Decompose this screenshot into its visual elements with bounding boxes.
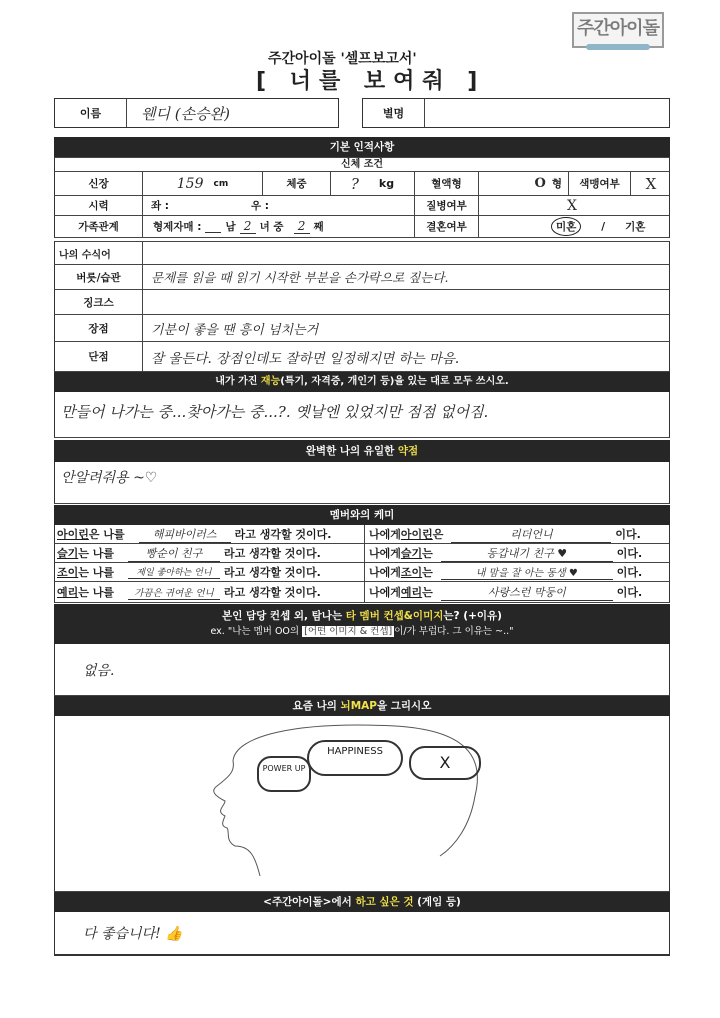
chem-text: 라고 생각할 것이다. bbox=[234, 528, 332, 541]
talent-answer: 만들어 나가는 중...찾아가는 중...?. 옛날엔 있었지만 점점 없어짐. bbox=[61, 402, 489, 421]
blank-line bbox=[205, 220, 221, 233]
other-concept-header bbox=[54, 604, 670, 644]
member-name: 슬기 bbox=[400, 547, 423, 560]
member-name: 예리 bbox=[57, 586, 79, 599]
talent-title-post: (특기, 자격증, 개인기 등)을 있는 대로 모두 쓰시오. bbox=[280, 376, 509, 387]
chem-text: 나에게 bbox=[369, 547, 401, 560]
color-blind-value[interactable]: X bbox=[645, 174, 657, 193]
nickname-label: 별명 bbox=[363, 99, 425, 127]
height-label: 신장 bbox=[55, 172, 143, 195]
weakness-answer: 안알려줘용 ~♡ bbox=[61, 470, 158, 486]
region-label: X bbox=[439, 753, 451, 772]
chemistry-right bbox=[369, 525, 669, 543]
trait-label: 단점 bbox=[55, 342, 143, 371]
other-concept-example bbox=[54, 624, 670, 640]
talent-title-pre: 내가 가진 bbox=[215, 376, 261, 387]
chem-answer[interactable]: 빵순이 친구 bbox=[128, 545, 220, 562]
disease-value[interactable]: X bbox=[567, 197, 577, 214]
blood-type-value: O bbox=[534, 176, 546, 191]
chemistry-header: 멤버와의 케미 bbox=[54, 505, 670, 525]
other-concept-title bbox=[54, 608, 670, 624]
chemistry-row bbox=[54, 544, 670, 563]
trait-value[interactable]: 잘 울든다. 장점인데도 잘하면 일정해지면 하는 마음. bbox=[151, 350, 460, 367]
chem-text: 라고 생각할 것이다. bbox=[223, 586, 321, 599]
wish-title-highlight: 하고 싶은 것 bbox=[355, 896, 414, 908]
family-field[interactable] bbox=[143, 216, 415, 237]
show-logo: 주간아이돌 bbox=[572, 12, 664, 48]
weakness-answer-box[interactable] bbox=[54, 462, 670, 504]
form-title: [ 너를 보여줘 ] bbox=[256, 69, 486, 94]
daughter-label: 녀 중 bbox=[259, 221, 284, 233]
son-label: 남 bbox=[225, 221, 236, 233]
weight-label: 체중 bbox=[263, 172, 331, 195]
chemistry-left bbox=[57, 582, 365, 602]
chem-text: 이다. bbox=[616, 547, 643, 560]
physical-subheader bbox=[54, 157, 670, 172]
chemistry-row bbox=[54, 525, 670, 544]
nickname-box bbox=[362, 98, 670, 128]
chem-answer[interactable]: 동갑내기 친구 ♥ bbox=[441, 545, 613, 562]
member-name: 조이 bbox=[57, 566, 79, 579]
disease-label: 질병여부 bbox=[415, 196, 479, 215]
member-name: 아이린 bbox=[400, 528, 433, 541]
chem-text: 나에게 bbox=[369, 586, 401, 599]
name-value[interactable]: 웬디 (손승완) bbox=[141, 104, 230, 123]
chemistry-row bbox=[54, 582, 670, 603]
eyesight-row bbox=[54, 196, 670, 216]
chemistry-right bbox=[369, 544, 669, 562]
oc-example-post: 이/가 부럽다. 그 이유는 ~.." bbox=[394, 626, 514, 637]
chemistry-right bbox=[369, 563, 669, 581]
chemistry-left bbox=[57, 525, 365, 543]
trait-row-weakness bbox=[54, 342, 670, 372]
other-concept-answer: 없음. bbox=[83, 662, 115, 679]
trait-row-modifier bbox=[54, 241, 670, 265]
talent-answer-box[interactable] bbox=[54, 392, 670, 438]
bm-title-post: 을 그리시오 bbox=[376, 700, 432, 712]
form-subtitle: 주간아이돌 '셀프보고서' bbox=[268, 51, 417, 67]
chem-text: 은 나를 bbox=[88, 528, 125, 541]
chem-text: 은 bbox=[432, 528, 444, 541]
physical-title: 신체 조건 bbox=[340, 159, 384, 170]
siblings-label: 형제자매 : bbox=[153, 221, 202, 233]
trait-value[interactable]: 기분이 좋을 땐 흥이 넘치는거 bbox=[151, 322, 319, 338]
chem-text: 나에게 bbox=[369, 528, 401, 541]
birth-order: 2 bbox=[294, 219, 310, 234]
blood-type-label: 혈액형 bbox=[415, 172, 479, 195]
logo-ribbon bbox=[586, 44, 650, 50]
weakness-header bbox=[54, 440, 670, 462]
eyesight-field[interactable] bbox=[143, 196, 415, 215]
color-blind-label: 색맹여부 bbox=[569, 172, 631, 195]
eyesight-right-label: 우 : bbox=[251, 200, 269, 212]
eyesight-label: 시력 bbox=[55, 196, 143, 215]
member-name: 아이린 bbox=[57, 528, 89, 541]
brain-map-area[interactable] bbox=[54, 716, 670, 892]
son-count: 2 bbox=[240, 219, 256, 234]
oc-title-pre: 본인 담당 컨셉 외, 탐나는 bbox=[222, 610, 346, 622]
oc-example-pre: ex. "나는 멤버 OO의 bbox=[210, 626, 303, 637]
trait-label: 나의 수식어 bbox=[55, 242, 143, 264]
name-label: 이름 bbox=[55, 99, 127, 127]
chem-text: 는 나를 bbox=[78, 566, 114, 579]
height-unit: cm bbox=[213, 178, 229, 189]
wish-header bbox=[54, 892, 670, 912]
oc-title-highlight: 타 멤버 컨셉&이미지 bbox=[345, 610, 444, 622]
chemistry-right bbox=[369, 582, 669, 602]
brain-region-happiness bbox=[307, 740, 403, 776]
eyesight-left-label: 좌 : bbox=[151, 200, 169, 212]
chem-text: 이다. bbox=[616, 566, 643, 579]
chem-answer[interactable]: 내 맘을 잘 아는 동생 ♥ bbox=[441, 564, 613, 580]
chem-text: 나에게 bbox=[369, 566, 401, 579]
trait-label: 버릇/습관 bbox=[55, 265, 143, 289]
chem-answer[interactable]: 리더언니 bbox=[451, 526, 611, 543]
chem-answer[interactable]: 가끔은 귀여운 언니 bbox=[128, 585, 220, 600]
chem-answer[interactable]: 해피바이러스 bbox=[139, 526, 231, 543]
trait-label: 장점 bbox=[55, 315, 143, 341]
blood-type-unit: 형 bbox=[551, 178, 562, 190]
wish-title-pre: <주간아이돌>에서 bbox=[263, 896, 356, 908]
weakness-title-highlight: 약점 bbox=[397, 445, 419, 457]
chem-answer[interactable]: 사랑스런 막둥이 bbox=[441, 584, 613, 601]
member-name: 슬기 bbox=[57, 547, 79, 560]
oc-example-box: [어떤 이미지 & 컨셉] bbox=[304, 626, 393, 637]
order-suffix: 째 bbox=[313, 221, 324, 233]
region-label: HAPPINESS bbox=[327, 746, 383, 757]
wish-title-post: (게임 등) bbox=[413, 896, 461, 908]
wish-answer-box[interactable] bbox=[54, 912, 670, 956]
chem-text: 는 나를 bbox=[78, 547, 114, 560]
chem-text: 는 bbox=[422, 547, 433, 560]
chem-text: 는 bbox=[422, 586, 433, 599]
chem-text: 는 나를 bbox=[78, 586, 114, 599]
trait-value[interactable]: 문제를 읽을 때 읽기 시작한 부분을 손가락으로 짚는다. bbox=[151, 270, 449, 285]
oc-title-post: 는? (+이유) bbox=[443, 610, 502, 622]
chemistry-left bbox=[57, 563, 365, 581]
marital-option-single[interactable]: 미혼 bbox=[551, 217, 581, 236]
chem-text: 는 bbox=[422, 566, 433, 579]
marital-field[interactable] bbox=[479, 216, 671, 237]
brain-region-x bbox=[409, 746, 481, 780]
chem-text: 라고 생각할 것이다. bbox=[223, 566, 321, 579]
family-label: 가족관계 bbox=[55, 216, 143, 237]
wish-answer: 다 좋습니다! 👍 bbox=[83, 926, 183, 942]
height-field[interactable] bbox=[143, 172, 263, 195]
chemistry-row bbox=[54, 563, 670, 582]
brain-region-power-up bbox=[257, 756, 311, 792]
family-row bbox=[54, 216, 670, 238]
marital-separator: / bbox=[601, 220, 606, 233]
trait-row-jinx bbox=[54, 290, 670, 315]
other-concept-answer-box[interactable] bbox=[54, 644, 670, 696]
member-name: 예리 bbox=[400, 586, 423, 599]
talent-title-highlight: 재능 bbox=[260, 376, 281, 387]
marital-option-married[interactable]: 기혼 bbox=[625, 221, 646, 233]
name-box bbox=[54, 98, 339, 128]
height-value: 159 bbox=[176, 175, 204, 192]
region-label: POWER UP bbox=[262, 764, 306, 773]
chem-text: 라고 생각할 것이다. bbox=[223, 547, 321, 560]
weight-field[interactable] bbox=[331, 172, 415, 195]
bm-title-highlight: 뇌MAP bbox=[340, 700, 377, 712]
basic-info-header: 기본 인적사항 bbox=[54, 137, 670, 157]
trait-label: 징크스 bbox=[55, 290, 143, 314]
chem-answer[interactable]: 제일 좋아하는 언니 bbox=[128, 565, 220, 579]
weight-value: ? bbox=[350, 174, 359, 193]
bm-title-pre: 요즘 나의 bbox=[292, 700, 341, 712]
weakness-title-pre: 완벽한 나의 유일한 bbox=[305, 445, 398, 457]
weight-unit: kg bbox=[378, 177, 395, 190]
chem-text: 이다. bbox=[616, 586, 643, 599]
physical-row bbox=[54, 172, 670, 196]
brain-map-header bbox=[54, 696, 670, 716]
chemistry-left bbox=[57, 544, 365, 562]
trait-row-habit bbox=[54, 265, 670, 290]
marital-label: 결혼여부 bbox=[415, 216, 479, 237]
talent-header bbox=[54, 372, 670, 392]
trait-row-strength bbox=[54, 315, 670, 342]
chem-text: 이다. bbox=[615, 528, 641, 541]
member-name: 조이 bbox=[400, 566, 423, 579]
blood-type-field[interactable] bbox=[479, 172, 569, 195]
